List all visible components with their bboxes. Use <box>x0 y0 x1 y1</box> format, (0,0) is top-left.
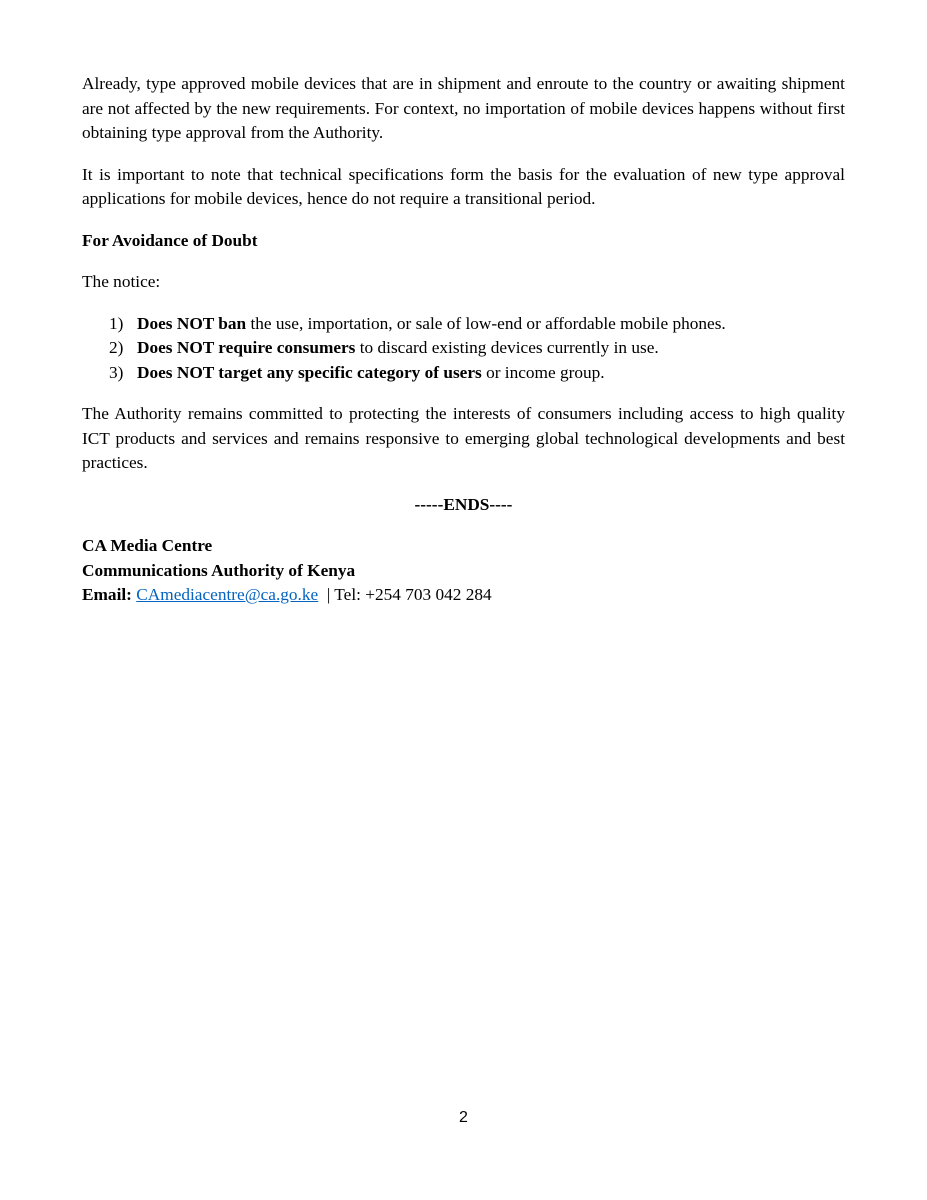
list-item <box>82 336 845 361</box>
list-item-number: 2) <box>109 338 124 357</box>
list-item-bold: Does NOT target any specific category of users <box>137 362 482 382</box>
notice-list <box>82 312 845 386</box>
list-item-text: to discard existing devices currently in use. <box>355 338 659 357</box>
avoidance-heading: For Avoidance of Doubt <box>82 230 258 250</box>
list-item-bold: Does NOT require consumers <box>137 338 356 357</box>
contact-block <box>82 534 845 608</box>
contact-line <box>82 583 845 608</box>
page-number: 2 <box>459 1109 468 1126</box>
paragraph-commitment: The Authority remains committed to protecting the interests of consumers including access to high quality ICT products and services and remains responsive to emerging global technological developments and best practices. <box>82 404 845 472</box>
list-item-bold: Does NOT ban <box>137 313 247 333</box>
contact-organization: Communications Authority of Kenya <box>82 560 356 580</box>
ends-text: -----ENDS---- <box>414 494 513 514</box>
contact-name: CA Media Centre <box>82 536 213 555</box>
notice-intro: The notice: <box>82 272 161 291</box>
paragraph-technical-specifications: It is important to note that technical specifications form the basis for the evaluation of new type approval applications for mobile devices, hence do not require a transitional period. <box>82 164 845 208</box>
document-body <box>82 72 845 608</box>
list-item-number: 3) <box>109 362 124 382</box>
list-item <box>82 361 845 386</box>
list-item-text: the use, importation, or sale of low-end or affordable mobile phones. <box>246 313 726 333</box>
list-item-text: or income group. <box>481 362 605 382</box>
telephone-text: | Tel: +254 703 042 284 <box>326 585 492 604</box>
list-item-number: 1) <box>109 313 124 333</box>
list-item <box>82 312 845 337</box>
email-label: Email: <box>82 585 132 604</box>
paragraph-shipment: Already, type approved mobile devices that are in shipment and enroute to the country or awaiting shipment are not affected by the new requirements. For context, no importation of mobile devices happens without first obtaining type approval from the Authority. <box>82 74 845 142</box>
ends-marker <box>82 493 845 518</box>
email-link[interactable]: CAmediacentre@ca.go.ke <box>136 585 319 604</box>
